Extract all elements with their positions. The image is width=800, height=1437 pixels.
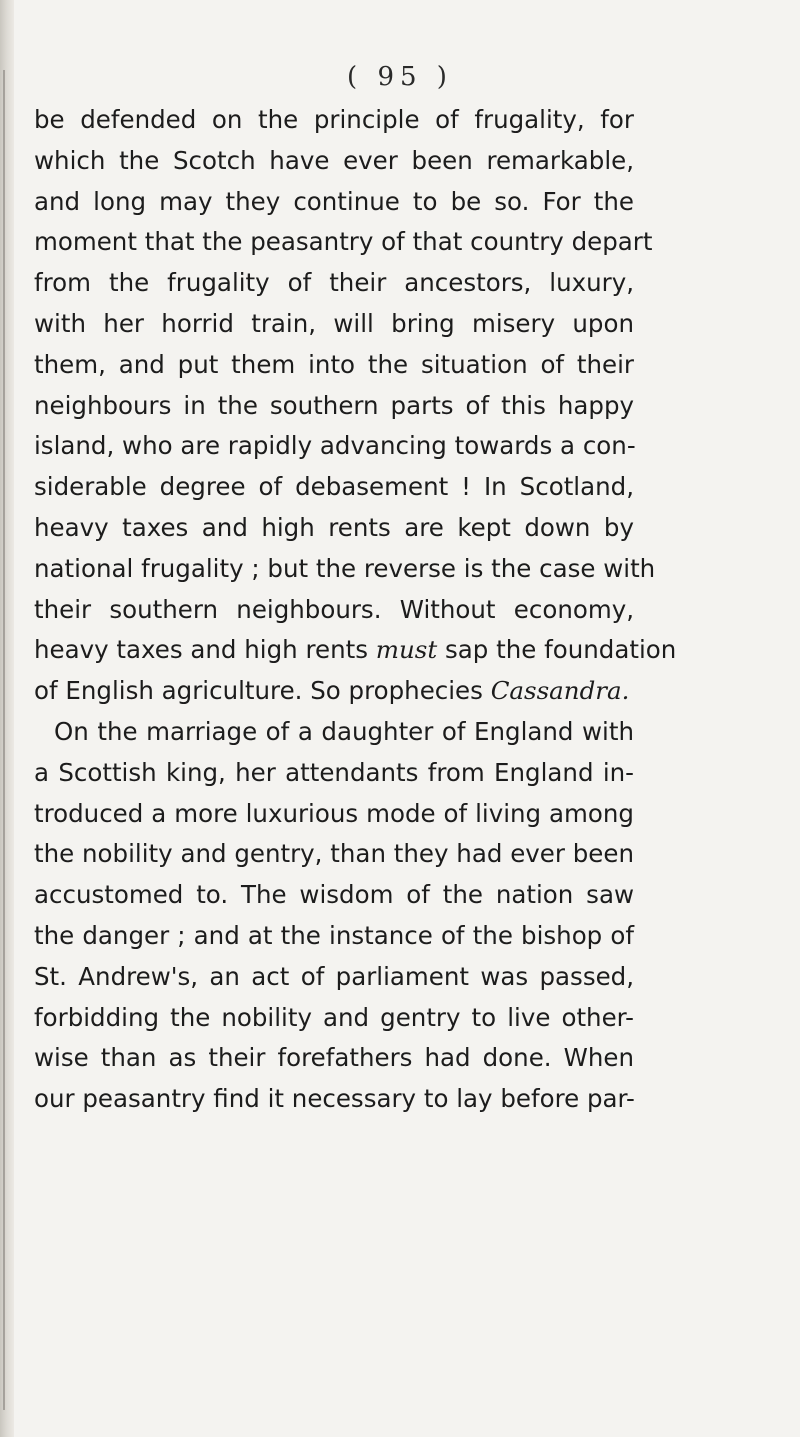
text-line [34,671,634,712]
text-line: and long may they continue to be so. For the [34,186,634,216]
page-number: ( 95 ) [347,62,453,92]
text-segment: of English agriculture. So prophecies [34,676,491,706]
text-line: troduced a more luxurious mode of living among [34,798,634,828]
binding-edge [3,70,5,1410]
text-line: our peasantry find it necessary to lay before par- [34,1084,635,1114]
page-gutter-shadow [0,0,14,1437]
body-text [34,100,677,1120]
text-line: a Scottish king, her attendants from England in- [34,757,634,787]
text-segment: sap the foundation [437,635,677,665]
text-segment: heavy taxes and high rents [34,635,376,665]
text-line: the nobility and gentry, than they had ever been [34,839,634,869]
text-line: heavy taxes and high rents are kept down by [34,512,634,542]
text-line: their southern neighbours. Without economy, [34,594,634,624]
emphasis: Cassandra. [490,676,630,706]
emphasis: must [375,635,438,665]
text-line: which the Scotch have ever been remarkable, [34,145,634,175]
text-line: them, and put them into the situation of their [34,349,634,379]
text-line: with her horrid train, will bring misery upon [34,308,634,338]
text-line: neighbours in the southern parts of this happy [34,390,634,420]
text-line: accustomed to. The wisdom of the nation saw [34,880,634,910]
text-line: the danger ; and at the instance of the bishop of [34,920,634,950]
text-line: national frugality ; but the reverse is the case with [34,553,656,583]
text-line: be defended on the principle of frugality, for [34,105,634,134]
text-line: island, who are rapidly advancing towards a con- [34,431,636,461]
text-line: St. Andrew's, an act of parliament was passed, [34,961,634,991]
text-line [34,630,677,671]
text-line: forbidding the nobility and gentry to live other- [34,1002,634,1032]
text-line: wise than as their forefathers had done. When [34,1043,634,1073]
text-line: from the frugality of their ancestors, luxury, [34,268,634,298]
text-line: siderable degree of debasement ! In Scotland, [34,472,634,502]
text-line: On the marriage of a daughter of England with [54,716,634,746]
text-line: moment that the peasantry of that country depart [34,227,653,257]
